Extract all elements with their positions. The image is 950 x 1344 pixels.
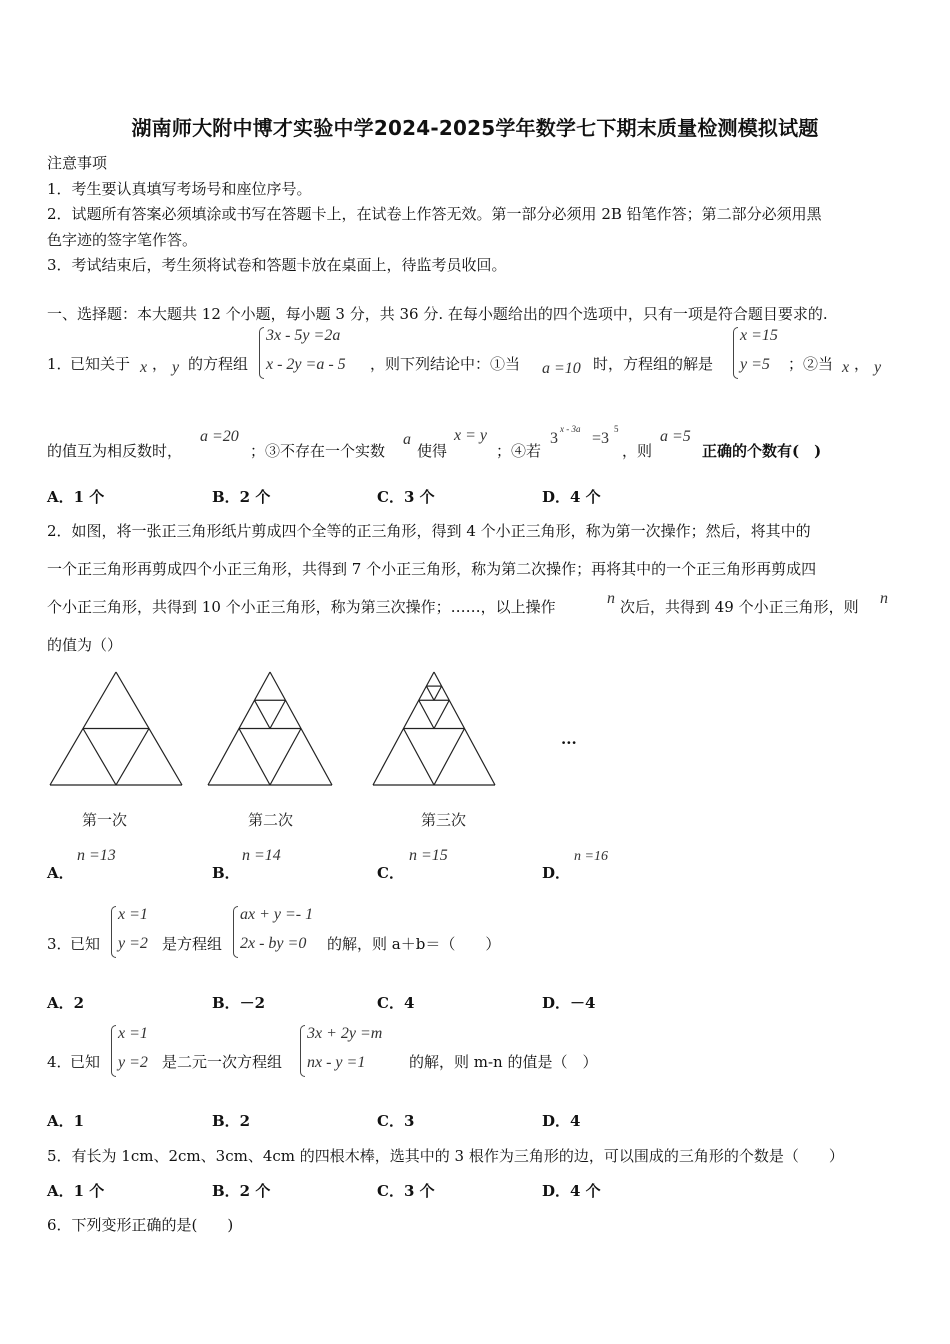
q1-text: ，则下列结论中：①当 <box>370 355 521 373</box>
q1-var-y: y <box>874 359 882 376</box>
q2-caption: 第二次 <box>248 811 294 829</box>
q5-option-a[interactable]: A．1 个 <box>47 1182 105 1200</box>
q1-text: 的值互为相反数时， <box>47 442 183 460</box>
q2-option-b-value: n =14 <box>242 847 281 864</box>
q1-system-brace <box>259 327 264 379</box>
q2-var-n: n <box>607 590 615 607</box>
q1-var-x: x <box>842 359 850 376</box>
q1-equation: x - 2y =a - 5 <box>266 356 346 373</box>
q4-number: 4． <box>47 1053 72 1071</box>
q1-text: 使得 <box>417 442 448 460</box>
q3-option-c[interactable]: C．4 <box>377 994 415 1012</box>
q4-text: 是二元一次方程组 <box>162 1053 283 1071</box>
q2-option-d[interactable]: D． <box>542 864 571 882</box>
triangle-step-1 <box>50 672 182 785</box>
q2-text: 次后，共得到 49 个小正三角形，则 <box>620 598 859 616</box>
q5-option-c[interactable]: C．3 个 <box>377 1182 435 1200</box>
q1-var-x: x <box>140 359 148 376</box>
q1-text: 时，方程组的解是 <box>593 355 714 373</box>
q2-ellipsis: ... <box>561 730 577 748</box>
q2-text: 个小正三角形，共得到 10 个小正三角形，称为第三次操作；……，以上操作 <box>47 598 556 616</box>
q1-text: ；④若 <box>496 442 542 460</box>
q3-number: 3． <box>47 935 72 953</box>
q1-solution: y =5 <box>740 356 770 373</box>
q5-option-b[interactable]: B．2 个 <box>212 1182 271 1200</box>
q1-option-a[interactable]: A．1 个 <box>47 488 105 506</box>
q1-condition: x = y <box>454 427 487 444</box>
q1-power-base: 3 <box>550 430 558 447</box>
q1-option-b[interactable]: B．2 个 <box>212 488 271 506</box>
q2-option-a[interactable]: A． <box>47 864 74 882</box>
note-item: 3．考试结束后，考生须将试卷和答题卡放在桌面上，待监考员收回。 <box>47 256 507 274</box>
triangle-step-2 <box>208 672 332 785</box>
q1-power-exponent: 5 <box>614 424 619 434</box>
q4-option-a[interactable]: A．1 <box>47 1112 85 1130</box>
q2-text: 一个正三角形再剪成四个小正三角形，共得到 7 个小正三角形，称为第二次操作；再将其中的一个正三角形再剪成四 <box>47 560 817 578</box>
q1-equation: 3x - 5y =2a <box>266 327 341 344</box>
note-item: 2．试题所有答案必须填涂或书写在答题卡上，在试卷上作答无效。第一部分必须用 2B 铅笔作答；第二部分必须用黑 <box>47 205 822 223</box>
q1-comma: ， <box>152 355 168 373</box>
q2-option-c[interactable]: C． <box>377 864 404 882</box>
section-heading: 一、选择题：本大题共 12 个小题，每小题 3 分，共 36 分. 在每小题给出的四个选项中，只有一项是符合题目要求的. <box>47 305 828 323</box>
q1-solution: x =15 <box>740 327 778 344</box>
q3-equation: ax + y =- 1 <box>240 906 314 923</box>
q3-solution: y =2 <box>118 935 148 952</box>
q2-var-n: n <box>880 590 888 607</box>
q4-solution-brace <box>111 1025 116 1077</box>
q1-condition: a =5 <box>660 428 691 445</box>
q4-solution: y =2 <box>118 1054 148 1071</box>
q4-text: 已知 <box>70 1053 101 1071</box>
q1-condition: a =10 <box>542 360 581 377</box>
q3-text: 的解，则 a＋b＝（ ） <box>327 935 501 953</box>
q1-var-a: a <box>403 431 411 448</box>
q2-caption: 第三次 <box>421 811 467 829</box>
q1-number: 1． <box>47 355 72 373</box>
q1-text: ；③不存在一个实数 <box>250 442 386 460</box>
q4-equation: nx - y =1 <box>307 1054 366 1071</box>
q1-comma: ， <box>854 355 870 373</box>
q3-text: 是方程组 <box>162 935 223 953</box>
q1-text: ，则 <box>622 442 653 460</box>
page-title: 湖南师大附中博才实验中学2024-2025学年数学七下期末质量检测模拟试题 <box>131 116 819 140</box>
q3-option-d[interactable]: D．－4 <box>542 994 596 1012</box>
q4-solution: x =1 <box>118 1025 148 1042</box>
q4-option-b[interactable]: B．2 <box>212 1112 251 1130</box>
q1-text: 已知关于 <box>70 355 131 373</box>
triangle-step-3 <box>373 672 495 785</box>
q1-text: ；②当 <box>788 355 834 373</box>
q4-option-d[interactable]: D．4 <box>542 1112 581 1130</box>
q3-option-a[interactable]: A．2 <box>47 994 85 1012</box>
q4-equation: 3x + 2y =m <box>307 1025 383 1042</box>
q3-system-brace <box>233 906 238 958</box>
q1-power-equals: =3 <box>592 430 610 447</box>
q4-system-brace <box>300 1025 305 1077</box>
q5-text: 5．有长为 1cm、2cm、3cm、4cm 的四根木棒，选其中的 3 根作为三角形的边，可以围成的三角形的个数是（ ） <box>47 1147 844 1165</box>
q2-option-c-value: n =15 <box>409 847 448 864</box>
q3-equation: 2x - by =0 <box>240 935 307 952</box>
q2-text: 的值为（） <box>47 636 123 654</box>
q1-option-d[interactable]: D．4 个 <box>542 488 601 506</box>
q2-option-d-value: n =16 <box>574 849 608 864</box>
q2-caption: 第一次 <box>82 811 128 829</box>
q2-text: 2．如图，将一张正三角形纸片剪成四个全等的正三角形，得到 4 个小正三角形，称为第一次操作；然后，将其中的 <box>47 522 811 540</box>
q3-option-b[interactable]: B．－2 <box>212 994 266 1012</box>
q3-text: 已知 <box>70 935 101 953</box>
q5-option-d[interactable]: D．4 个 <box>542 1182 601 1200</box>
q3-solution-brace <box>111 906 116 958</box>
q1-text: 正确的个数有( ) <box>702 442 822 460</box>
q4-text: 的解，则 m-n 的值是（ ） <box>409 1053 598 1071</box>
q3-solution: x =1 <box>118 906 148 923</box>
q1-option-c[interactable]: C．3 个 <box>377 488 435 506</box>
q2-triangle-figure <box>40 668 600 793</box>
q1-power-exponent: x - 3a <box>560 424 581 434</box>
q1-text: 的方程组 <box>188 355 249 373</box>
q1-var-y: y <box>172 359 180 376</box>
q1-solution-brace <box>733 327 738 379</box>
q2-option-a-value: n =13 <box>77 847 116 864</box>
q1-condition: a =20 <box>200 428 239 445</box>
q2-option-b[interactable]: B． <box>212 864 240 882</box>
q6-text: 6．下列变形正确的是( ) <box>47 1216 234 1234</box>
note-item: 色字迹的签字笔作答。 <box>47 231 198 249</box>
q4-option-c[interactable]: C．3 <box>377 1112 415 1130</box>
note-item: 1．考生要认真填写考场号和座位序号。 <box>47 180 312 198</box>
notes-heading: 注意事项 <box>47 154 108 172</box>
